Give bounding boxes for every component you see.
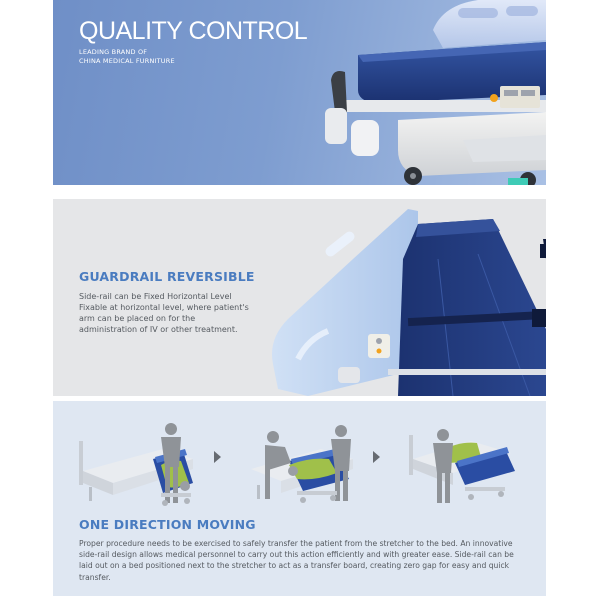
- stretcher-photo: [263, 0, 546, 185]
- guardrail-line1: Side-rail can be Fixed Horizontal Level: [79, 292, 232, 301]
- hero-subtitle-line1: LEADING BRAND OF: [79, 48, 148, 56]
- step-3-illustration: [409, 429, 515, 503]
- hero-subtitle: [79, 48, 239, 66]
- hero-subtitle-line2: CHINA MEDICAL FURNITURE: [79, 57, 175, 65]
- guardrail-section: [53, 199, 546, 396]
- transfer-steps-illustration: [53, 401, 546, 511]
- transfer-title: ONE DIRECTION MOVING: [79, 517, 256, 532]
- arrow-step-1-to-2: [214, 451, 221, 463]
- guardrail-description: [79, 291, 254, 335]
- hero-title: QUALITY CONTROL: [79, 17, 308, 45]
- quality-control-banner: [53, 0, 546, 185]
- guardrail-line2: Fixable at horizontal level, where patient's arm can be placed on for the administration of IV or other treatment.: [79, 303, 249, 334]
- guardrail-title: GUARDRAIL REVERSIBLE: [79, 269, 255, 284]
- transfer-description: Proper procedure needs to be exercised to safely transfer the patient from the stretcher to the bed. An innovative side-rail design allows medical personnel to carry out this action efficiently and with greater ease. Side-rail can be laid out on a bed positioned next to the stretcher to act as a transfer board, creating zero gap for easy and quick transfer.: [79, 539, 514, 582]
- step-2-illustration: [251, 425, 353, 503]
- arrow-step-2-to-3: [373, 451, 380, 463]
- one-direction-moving-section: [53, 401, 546, 596]
- step-1-illustration: [79, 423, 193, 506]
- guardrail-photo: [268, 199, 546, 396]
